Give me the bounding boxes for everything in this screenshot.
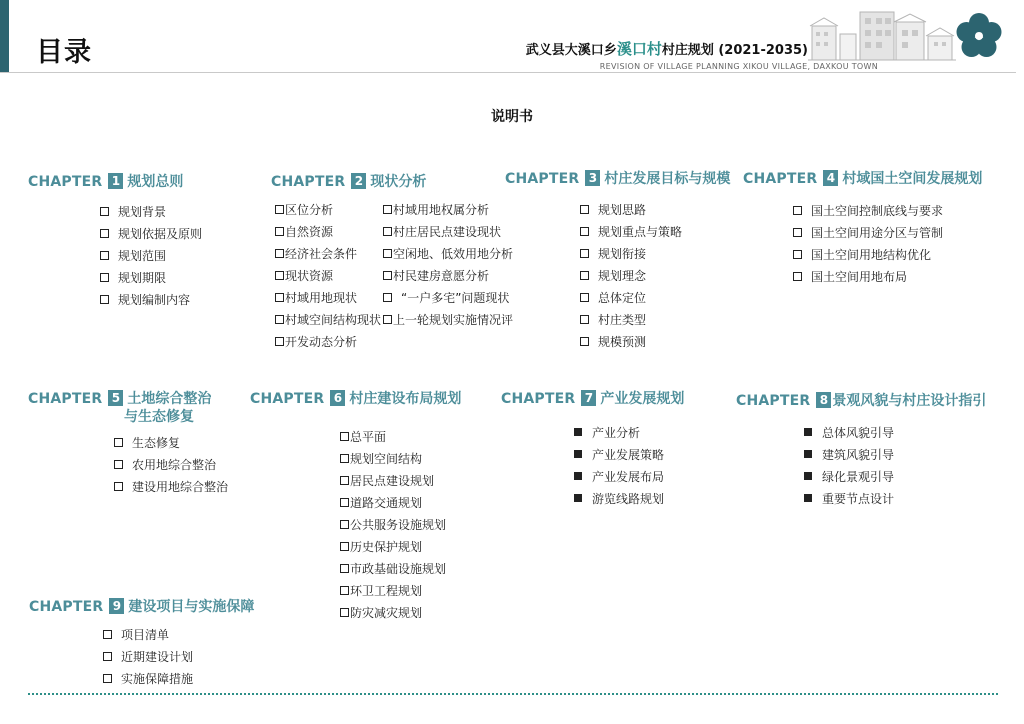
list-item[interactable]: 国土空间用地结构优化: [793, 244, 943, 266]
checkbox-icon: [580, 337, 589, 346]
checkbox-icon: [100, 273, 109, 282]
checkbox-icon: [275, 249, 284, 258]
bullet-square-icon: [574, 428, 582, 436]
bullet-square-icon: [574, 494, 582, 502]
checkbox-icon: [383, 227, 392, 236]
checkbox-icon: [275, 227, 284, 236]
chapter-1-list: [100, 201, 202, 311]
chapter-number-badge: 8: [816, 392, 831, 408]
list-item[interactable]: 规划背景: [100, 201, 202, 223]
checkbox-icon: [100, 251, 109, 260]
checkbox-icon: [100, 207, 109, 216]
list-item[interactable]: 总平面: [340, 426, 446, 448]
header-divider: [0, 72, 1016, 73]
project-title-suffix: 村庄规划 (2021-2035): [661, 43, 808, 58]
village-buildings-illustration: [808, 8, 956, 62]
checkbox-icon: [340, 454, 349, 463]
checkbox-icon: [580, 205, 589, 214]
list-item[interactable]: 环卫工程规划: [340, 580, 446, 602]
chapter-word: CHAPTER: [271, 174, 346, 190]
checkbox-icon: [275, 337, 284, 346]
chapter-number-badge: 7: [581, 390, 596, 406]
list-item[interactable]: 产业发展布局: [574, 466, 664, 488]
list-item[interactable]: 公共服务设施规划: [340, 514, 446, 536]
bullet-square-icon: [804, 472, 812, 480]
chapter-number-badge: 1: [108, 173, 123, 189]
chapter-word: CHAPTER: [29, 599, 104, 615]
checkbox-icon: [100, 229, 109, 238]
list-item[interactable]: 区位分析: [275, 199, 381, 221]
chapter-4-heading: [743, 170, 982, 189]
chapter-5-heading-line2: [124, 408, 194, 427]
list-item[interactable]: 国土空间用途分区与管制: [793, 222, 943, 244]
list-item[interactable]: 空闲地、低效用地分析: [383, 243, 513, 265]
bullet-square-icon: [804, 428, 812, 436]
chapter-number-badge: 6: [330, 390, 345, 406]
checkbox-icon: [793, 228, 802, 237]
checkbox-icon: [580, 293, 589, 302]
chapter-8-list: [804, 422, 894, 510]
chapter-5-heading: [28, 390, 211, 409]
checkbox-icon: [275, 293, 284, 302]
checkbox-icon: [793, 206, 802, 215]
list-item[interactable]: 总体风貌引导: [804, 422, 894, 444]
checkbox-icon: [340, 520, 349, 529]
chapter-name: 景观风貌与村庄设计指引: [832, 393, 987, 409]
chapter-number-badge: 2: [351, 173, 366, 189]
list-item[interactable]: 村庄居民点建设现状: [383, 221, 513, 243]
list-item[interactable]: 规划思路: [580, 199, 682, 221]
list-item[interactable]: 建设用地综合整治: [114, 476, 228, 498]
bullet-square-icon: [574, 450, 582, 458]
list-item[interactable]: 近期建设计划: [103, 646, 193, 668]
checkbox-icon: [275, 205, 284, 214]
checkbox-icon: [793, 250, 802, 259]
chapter-word: CHAPTER: [743, 171, 818, 187]
list-item[interactable]: 规划重点与策略: [580, 221, 682, 243]
checkbox-icon: [383, 271, 392, 280]
checkbox-icon: [580, 249, 589, 258]
chapter-name: 村庄建设布局规划: [349, 391, 462, 407]
chapter-name: 土地综合整治: [127, 391, 212, 407]
chapter-word: CHAPTER: [736, 393, 811, 409]
chapter-number-badge: 4: [823, 170, 838, 186]
project-subtitle: REVISION OF VILLAGE PLANNING XIKOU VILLAGE, DAXKOU TOWN: [599, 62, 878, 71]
project-title-highlight: 溪口村: [616, 40, 662, 58]
list-item[interactable]: 生态修复: [114, 432, 228, 454]
checkbox-icon: [114, 460, 123, 469]
checkbox-icon: [103, 674, 112, 683]
checkbox-icon: [340, 432, 349, 441]
checkbox-icon: [275, 315, 284, 324]
list-item[interactable]: 村域用地现状: [275, 287, 381, 309]
checkbox-icon: [275, 271, 284, 280]
list-item[interactable]: 产业分析: [574, 422, 664, 444]
bullet-square-icon: [804, 494, 812, 502]
list-item[interactable]: 实施保障措施: [103, 668, 193, 690]
checkbox-icon: [383, 315, 392, 324]
chapter-7-heading: [501, 390, 684, 409]
list-item[interactable]: 上一轮规划实施情况评: [383, 309, 513, 331]
checkbox-icon: [100, 295, 109, 304]
list-item[interactable]: 规划范围: [100, 245, 202, 267]
list-item[interactable]: 村庄类型: [580, 309, 682, 331]
checkbox-icon: [383, 205, 392, 214]
list-item[interactable]: 村民建房意愿分析: [383, 265, 513, 287]
list-item[interactable]: 现状资源: [275, 265, 381, 287]
list-item[interactable]: 开发动态分析: [275, 331, 381, 353]
list-item[interactable]: 绿化景观引导: [804, 466, 894, 488]
checkbox-icon: [340, 608, 349, 617]
chapter-2-list-col1: [275, 199, 381, 353]
list-item[interactable]: “一户多宅”问题现状: [383, 287, 513, 309]
list-item[interactable]: 居民点建设规划: [340, 470, 446, 492]
list-item[interactable]: 村域用地权属分析: [383, 199, 513, 221]
list-item[interactable]: 农用地综合整治: [114, 454, 228, 476]
checkbox-icon: [340, 542, 349, 551]
chapter-name: 建设项目与实施保障: [128, 599, 255, 615]
checkbox-icon: [114, 438, 123, 447]
checkbox-icon: [340, 564, 349, 573]
list-item[interactable]: 总体定位: [580, 287, 682, 309]
list-item[interactable]: 规划理念: [580, 265, 682, 287]
list-item[interactable]: 市政基础设施规划: [340, 558, 446, 580]
checkbox-icon: [114, 482, 123, 491]
section-title: 说明书: [491, 109, 533, 125]
chapter-9-heading: [29, 598, 254, 617]
chapter-number-badge: 5: [108, 390, 123, 406]
list-item[interactable]: 道路交通规划: [340, 492, 446, 514]
chapter-2-list-col2: [383, 199, 513, 331]
chapter-word: CHAPTER: [505, 171, 580, 187]
chapter-2-heading: [271, 173, 426, 192]
project-title: [526, 38, 808, 59]
chapter-word: CHAPTER: [28, 174, 103, 190]
chapter-name-continued: 与生态修复: [124, 409, 194, 425]
chapter-6-heading: [250, 390, 461, 409]
chapter-6-list: [340, 426, 446, 624]
chapter-3-heading: [505, 170, 730, 189]
list-item[interactable]: 国土空间用地布局: [793, 266, 943, 288]
chapter-name: 现状分析: [370, 174, 427, 190]
bullet-square-icon: [804, 450, 812, 458]
flower-logo: [955, 12, 1003, 60]
list-item[interactable]: 产业发展策略: [574, 444, 664, 466]
chapter-word: CHAPTER: [501, 391, 576, 407]
chapter-5-list: [114, 432, 228, 498]
project-title-prefix: 武义县大溪口乡: [525, 43, 617, 58]
chapter-name: 村庄发展目标与规模: [604, 171, 731, 187]
checkbox-icon: [383, 249, 392, 258]
list-item[interactable]: 建筑风貌引导: [804, 444, 894, 466]
list-item[interactable]: 自然资源: [275, 221, 381, 243]
list-item[interactable]: 国土空间控制底线与要求: [793, 200, 943, 222]
chapter-name: 规划总则: [127, 174, 184, 190]
chapter-7-list: [574, 422, 664, 510]
list-item[interactable]: 规划编制内容: [100, 289, 202, 311]
list-item[interactable]: 游览线路规划: [574, 488, 664, 510]
checkbox-icon: [103, 630, 112, 639]
checkbox-icon: [793, 272, 802, 281]
list-item[interactable]: 规模预测: [580, 331, 682, 353]
page-title: 目录: [36, 37, 92, 68]
list-item[interactable]: 规划期限: [100, 267, 202, 289]
bullet-square-icon: [574, 472, 582, 480]
list-item[interactable]: 重要节点设计: [804, 488, 894, 510]
checkbox-icon: [340, 586, 349, 595]
chapter-9-list: [103, 624, 193, 690]
chapter-number-badge: 3: [585, 170, 600, 186]
chapter-1-heading: [28, 173, 183, 192]
list-item[interactable]: 规划空间结构: [340, 448, 446, 470]
list-item[interactable]: 规划依据及原则: [100, 223, 202, 245]
checkbox-icon: [580, 271, 589, 280]
chapter-word: CHAPTER: [250, 391, 325, 407]
chapter-word: CHAPTER: [28, 391, 103, 407]
list-item[interactable]: 规划衔接: [580, 243, 682, 265]
list-item[interactable]: 历史保护规划: [340, 536, 446, 558]
chapter-3-list: [580, 199, 682, 353]
chapter-8-heading: [736, 392, 986, 411]
checkbox-icon: [340, 498, 349, 507]
chapter-number-badge: 9: [109, 598, 124, 614]
chapter-name: 村域国土空间发展规划: [842, 171, 983, 187]
footer-dotted-divider: [28, 693, 998, 695]
checkbox-icon: [103, 652, 112, 661]
checkbox-icon: [580, 315, 589, 324]
checkbox-icon: [383, 293, 392, 302]
list-item[interactable]: 村域空间结构现状: [275, 309, 381, 331]
list-item[interactable]: 经济社会条件: [275, 243, 381, 265]
chapter-name: 产业发展规划: [600, 391, 685, 407]
list-item[interactable]: 防灾减灾规划: [340, 602, 446, 624]
checkbox-icon: [580, 227, 589, 236]
header-accent-bar: [0, 0, 9, 73]
checkbox-icon: [340, 476, 349, 485]
list-item[interactable]: 项目清单: [103, 624, 193, 646]
chapter-4-list: [793, 200, 943, 288]
